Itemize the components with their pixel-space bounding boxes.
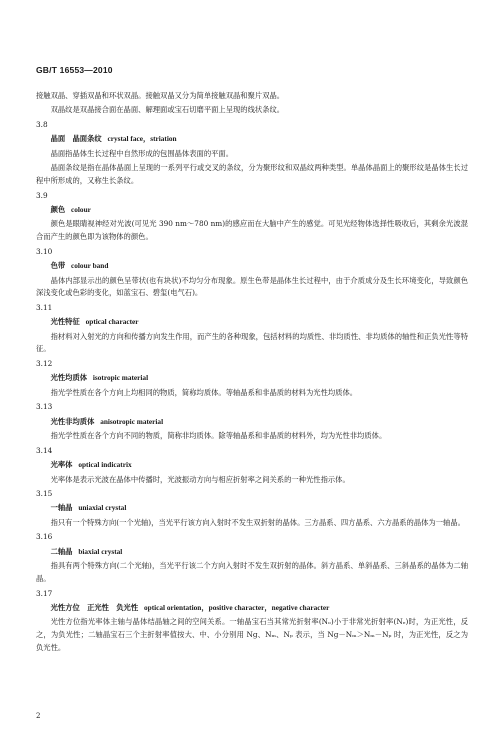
term-heading	[36, 546, 468, 559]
term-english: optical character	[85, 317, 139, 327]
standard-number-header: GB/T 16553—2010	[36, 65, 113, 75]
term-chinese: 光性非均质体	[50, 416, 95, 426]
section-number: 3.8	[36, 119, 48, 129]
term-english: optical indicatrix	[78, 460, 132, 470]
term-chinese: 光性均质体	[50, 373, 88, 383]
term-chinese: 色带	[50, 261, 66, 271]
definition-paragraph: 光性方位指光率体主轴与晶体结晶轴之间的空间关系。一轴晶宝石当其常光折射率(Nₒ)小于非常光折射率(Nₑ)时，为正光性，反之，为负光性；二轴晶宝石三个主折射率值按大、中、小分别用 Nɡ、Nₘ、Nₚ 表示，当 Nɡ－Nₘ＞Nₘ－Nₚ 时，为正光性，反之为负光性。	[36, 617, 468, 652]
definition-paragraph: 颜色是眼睛视神经对光波(可见光 390 nm～780 nm)的感应而在大脑中产生的感觉。可见光经物体选择性吸收后，其剩余光波混合而产生的颜色即为该物体的颜色。	[36, 219, 468, 242]
definition-paragraph: 指光学性质在各个方向上均相同的物质，简称均质体。等轴晶系和非晶质的材料为光性均质体。	[50, 387, 358, 397]
term-heading	[36, 133, 468, 146]
section-number: 3.9	[36, 190, 48, 200]
term-english: colour band	[71, 261, 109, 271]
page-number: 2	[36, 712, 41, 720]
term-english: colour	[71, 204, 91, 214]
definition-section	[36, 190, 468, 244]
definition-paragraph: 晶面条纹是指在晶体晶面上呈现的一系列平行或交叉的条纹，分为聚形纹和双晶纹两种类型。单晶体晶面上的聚形纹是晶体生长过程中所形成的，又称生长条纹。	[36, 163, 468, 186]
term-chinese: 一轴晶	[50, 503, 73, 513]
definition-paragraph: 晶面指晶体生长过程中自然形成的包围晶体表面的平面。	[50, 148, 234, 158]
definition-paragraph: 光率体是表示光波在晶体中传播时，光波振动方向与相应折射率之间关系的一种光性指示体。	[50, 474, 350, 484]
term-heading	[36, 459, 468, 472]
term-english: crystal face，striation	[107, 134, 177, 144]
term-heading	[36, 372, 468, 385]
section-number: 3.10	[36, 246, 53, 256]
definition-paragraph: 指光学性质在各个方向不同的物质，简称非均质体。除等轴晶系和非晶质的材料外，均为光性非均质体。	[50, 431, 387, 441]
section-number: 3.12	[36, 358, 53, 368]
definition-section	[36, 302, 468, 356]
definition-section	[36, 246, 468, 300]
term-english: anisotropic material	[100, 416, 164, 426]
intro-paragraph: 接触双晶、穿插双晶和环状双晶。接触双晶又分为简单接触双晶和聚片双晶。	[36, 91, 285, 100]
definition-paragraph: 指具有两个特殊方向(二个光轴)，当光平行该二个方向入射时不发生双折射的晶体。斜方晶系、单斜晶系、三斜晶系的晶体为二轴晶。	[36, 561, 468, 584]
section-number: 3.13	[36, 402, 53, 412]
intro-paragraph: 双晶纹是双晶接合面在晶面、解理面或宝石切磨平面上呈现的线状条纹。	[50, 105, 285, 115]
term-chinese: 颜色	[50, 204, 66, 214]
definition-section	[36, 588, 468, 655]
section-number: 3.14	[36, 445, 53, 455]
term-heading	[36, 602, 468, 615]
term-heading	[36, 416, 468, 429]
term-english: biaxial crystal	[78, 546, 123, 556]
term-heading	[36, 316, 468, 329]
term-english: uniaxial crystal	[78, 503, 127, 513]
definition-section	[36, 358, 468, 400]
term-chinese: 晶面 晶面条纹	[50, 134, 102, 144]
section-number: 3.11	[36, 302, 53, 312]
term-heading	[36, 204, 468, 217]
term-chinese: 光性方位 正光性 负光性	[50, 602, 139, 612]
section-number: 3.17	[36, 588, 53, 598]
term-heading	[36, 502, 468, 515]
term-english: optical orientation，positive character，negative character	[143, 602, 330, 612]
term-chinese: 光性特征	[50, 317, 80, 327]
term-chinese: 光率体	[50, 460, 73, 470]
definition-section	[36, 445, 468, 487]
definition-section	[36, 119, 468, 188]
definition-section	[36, 488, 468, 530]
term-chinese: 二轴晶	[50, 546, 73, 556]
section-number: 3.16	[36, 532, 53, 542]
term-heading	[36, 260, 468, 273]
section-number: 3.15	[36, 489, 53, 498]
definition-paragraph: 指只有一个特殊方向(一个光轴)，当光平行该方向入射时不发生双折射的晶体。三方晶系、四方晶系、六方晶系的晶体为一轴晶。	[50, 517, 465, 527]
definition-section	[36, 401, 468, 443]
page-content	[36, 90, 468, 656]
definition-paragraph: 晶体内部显示出的颜色呈带状(也有块状)不均匀分布现象。原生色带是晶体生长过程中，由于介质成分及生长环境变化，导致颜色深浅变化或色彩的变化，如蓝宝石、碧玺(电气石)。	[36, 275, 468, 298]
definition-section	[36, 531, 468, 585]
term-english: isotropic material	[92, 373, 149, 383]
definition-paragraph: 指材料对入射光的方向和传播方向发生作用，而产生的各种现象，包括材料的均质性、非均质性、非均质体的轴性和正负光性等特征。	[36, 331, 468, 354]
